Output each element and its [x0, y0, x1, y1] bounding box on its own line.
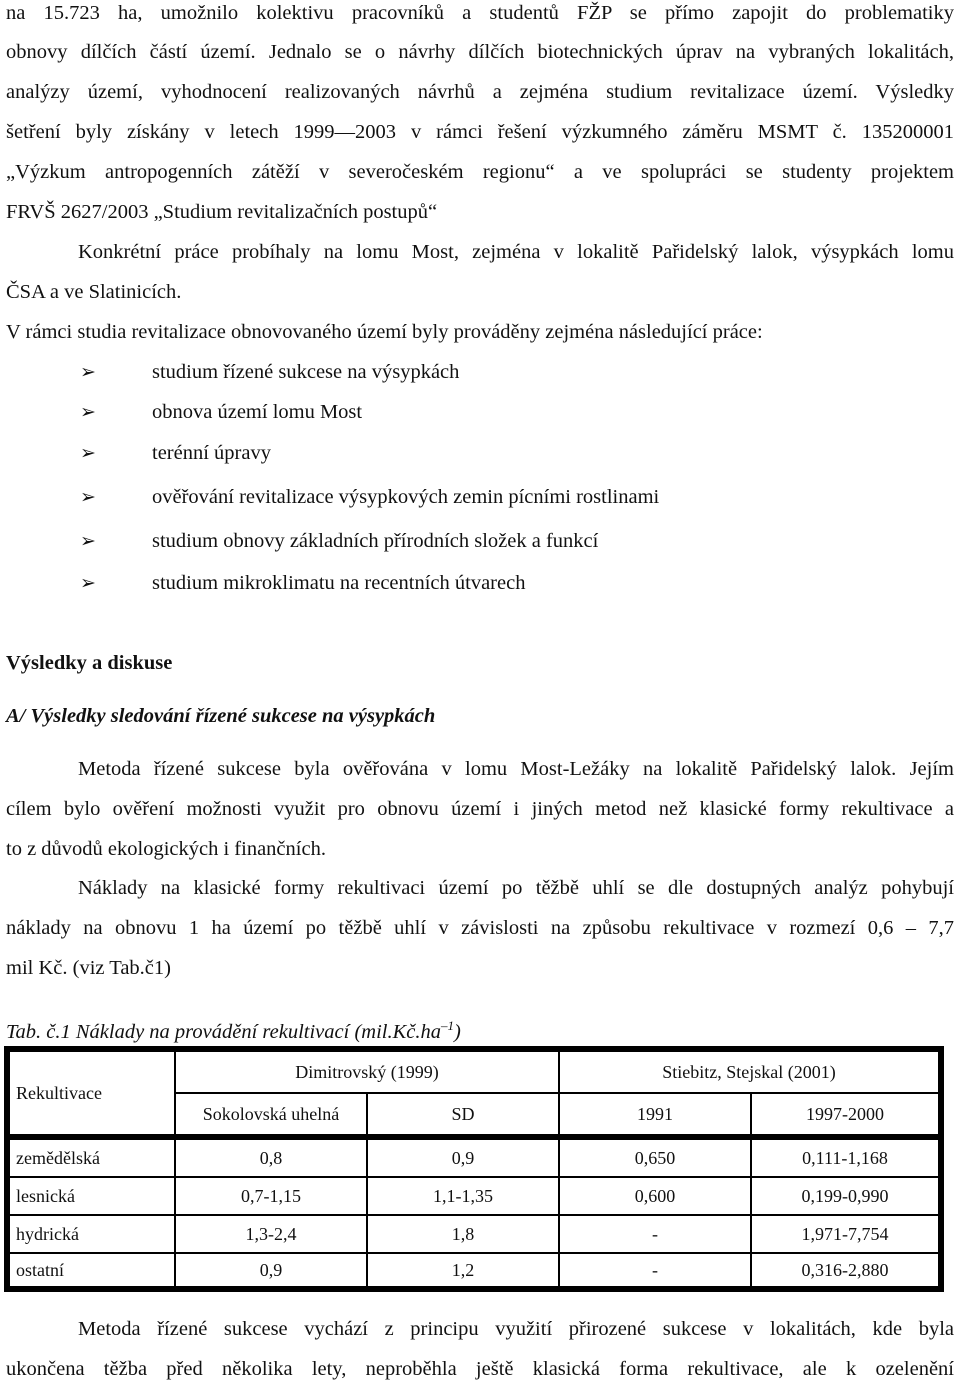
list-item-label: studium mikroklimatu na recentních útvarech: [152, 572, 526, 594]
list-item: [80, 486, 659, 509]
list-item-label: studium řízené sukcese na výsypkách: [152, 361, 460, 383]
text-line: ČSA a ve Slatinicích.: [6, 281, 182, 303]
text-line: analýzy území, vyhodnocení realizovaných návrhů a zejména studium revitalizace území. Výsledky: [6, 81, 954, 103]
table-caption-text: Tab. č.1 Náklady na provádění rekultivací (mil.Kč.ha: [6, 1020, 441, 1043]
text-line: FRVŠ 2627/2003 „Studium revitalizačních postupů“: [6, 201, 438, 223]
table-cell: 0,7-1,15: [176, 1178, 366, 1214]
table-caption-exponent: –1: [440, 1018, 454, 1033]
table-group-header: Dimitrovský (1999): [176, 1052, 558, 1092]
table-group-header: Stiebitz, Stejskal (2001): [560, 1052, 938, 1092]
list-item-label: terénní úpravy: [152, 442, 271, 464]
table-cell: 0,9: [368, 1140, 558, 1176]
table-cell: 1,3-2,4: [176, 1216, 366, 1252]
arrow-bullet-icon: ➢: [80, 572, 96, 594]
list-item-label: studium obnovy základních přírodních složek a funkcí: [152, 530, 599, 552]
table-cell: 0,600: [560, 1178, 750, 1214]
table-cell: 1,971-7,754: [752, 1216, 938, 1252]
text-line: náklady na obnovu 1 ha území po těžbě uhlí v závislosti na způsobu rekultivace v rozmezí 0,6 – 7,7: [6, 917, 954, 939]
list-item: [80, 572, 525, 595]
text-line: obnovy dílčích částí území. Jednalo se o návrhy dílčích biotechnických úprav na vybraných lokalitách,: [6, 41, 954, 63]
text-line: Metoda řízené sukcese vychází z principu využití přirozené sukcese v lokalitách, kde byla: [78, 1318, 954, 1340]
table-cell: 0,199-0,990: [752, 1178, 938, 1214]
text-line: to z důvodů ekologických i finančních.: [6, 838, 326, 860]
table-cell: 0,650: [560, 1140, 750, 1176]
table-caption-close: ): [453, 1020, 461, 1043]
list-item-label: ověřování revitalizace výsypkových zemin pícními rostlinami: [152, 486, 660, 508]
table-cell: 0,111-1,168: [752, 1140, 938, 1176]
table-cell: 1,1-1,35: [368, 1178, 558, 1214]
list-item: [80, 530, 598, 553]
table-row-label: ostatní: [10, 1254, 174, 1286]
table-row-label: hydrická: [10, 1216, 174, 1252]
table-row-label: zemědělská: [10, 1140, 174, 1176]
arrow-bullet-icon: ➢: [80, 361, 96, 383]
list-item: [80, 442, 271, 465]
text-line: Metoda řízené sukcese byla ověřována v lomu Most-Ležáky na lokalitě Pařidelský lalok. Jejím: [78, 758, 954, 780]
text-line: „Výzkum antropogenních zátěží v severočeském regionu“ a ve spolupráci se studenty projektem: [6, 161, 954, 183]
list-item-label: obnova území lomu Most: [152, 401, 363, 423]
text-line: Náklady na klasické formy rekultivaci území po těžbě uhlí se dle dostupných analýz pohybují: [78, 877, 954, 899]
table-sub-header: SD: [368, 1094, 558, 1134]
text-line: šetření byly získány v letech 1999—2003 v rámci řešení výzkumného záměru MSMT č. 135200001: [6, 121, 954, 143]
text-line: Konkrétní práce probíhaly na lomu Most, zejména v lokalitě Pařidelský lalok, výsypkách lomu: [78, 241, 954, 263]
table-cell: 1,8: [368, 1216, 558, 1252]
table-corner-header: Rekultivace: [10, 1052, 174, 1134]
section-heading: Výsledky a diskuse: [6, 652, 173, 674]
cost-table: [4, 1046, 944, 1292]
arrow-bullet-icon: ➢: [80, 486, 96, 508]
list-intro: V rámci studia revitalizace obnovovaného území byly prováděny zejména následující práce:: [6, 321, 763, 343]
text-line: na 15.723 ha, umožnilo kolektivu pracovníků a studentů FŽP se přímo zapojit do problematiky: [6, 2, 954, 24]
list-item: [80, 401, 362, 424]
table-cell: -: [560, 1254, 750, 1286]
table-sub-header: Sokolovská uhelná: [176, 1094, 366, 1134]
table-cell: -: [560, 1216, 750, 1252]
table-cell: 0,8: [176, 1140, 366, 1176]
subsection-heading: A/ Výsledky sledování řízené sukcese na výsypkách: [6, 705, 436, 727]
table-sub-header: 1991: [560, 1094, 750, 1134]
arrow-bullet-icon: ➢: [80, 530, 96, 552]
table-cell: 0,316-2,880: [752, 1254, 938, 1286]
table-sub-header: 1997-2000: [752, 1094, 938, 1134]
text-line: ukončena těžba před několika lety, neproběhla ještě klasická forma rekultivace, ale k ozelenění: [6, 1358, 954, 1380]
text-line: cílem bylo ověření možnosti využit pro obnovu území i jiných metod než klasické formy rekultivace a: [6, 798, 954, 820]
text-line: mil Kč. (viz Tab.č1): [6, 957, 171, 979]
table-cell: 1,2: [368, 1254, 558, 1286]
table-cell: 0,9: [176, 1254, 366, 1286]
table-caption: [6, 1018, 461, 1044]
list-item: [80, 361, 459, 384]
arrow-bullet-icon: ➢: [80, 401, 96, 423]
arrow-bullet-icon: ➢: [80, 442, 96, 464]
table-row-label: lesnická: [10, 1178, 174, 1214]
